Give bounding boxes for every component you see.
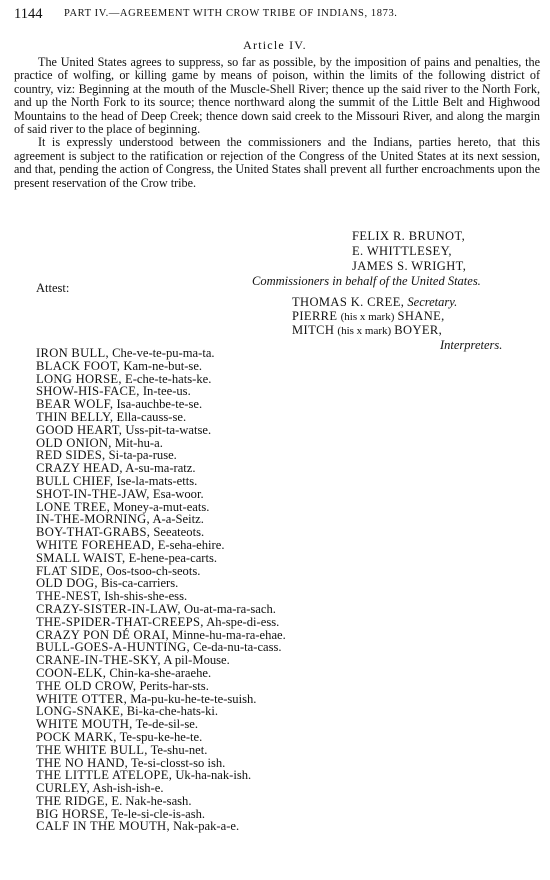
signatory-native-name: E-che-te-hats-ke. [125, 371, 212, 386]
signatory-name: WHITE MOUTH, [36, 717, 133, 732]
signatory-native-name: Ella-causs-se. [116, 409, 187, 424]
signatory-name: LONG HORSE, [36, 371, 122, 386]
signatory-name: BLACK FOOT, [36, 358, 121, 373]
signatory-name: THE-NEST, [36, 589, 102, 604]
signatory-native-name: Uk-ha-nak-ish. [175, 768, 252, 783]
attester-mark: (his x mark) [340, 311, 395, 323]
signatory-name: LONG-SNAKE, [36, 704, 124, 719]
signatory-native-name: Bis-ca-carriers. [101, 576, 179, 591]
signatory-name: CALF IN THE MOUTH, [36, 819, 170, 834]
signatory-name: SHOW-HIS-FACE, [36, 384, 140, 399]
signatory-name: FLAT SIDE, [36, 563, 104, 578]
signatory-name: THE OLD CROW, [36, 678, 137, 693]
page-header [14, 6, 530, 24]
signatory-native-name: Isa-auchbe-te-se. [116, 397, 203, 412]
signatory-native-name: Esa-woor. [152, 486, 204, 501]
signatory-name: CRAZY-SISTER-IN-LAW, [36, 601, 181, 616]
signatory-native-name: Uss-pit-ta-watse. [125, 422, 212, 437]
signatory-native-name: Nak-pak-a-e. [173, 819, 240, 834]
signatory-name: WHITE FOREHEAD, [36, 537, 155, 552]
signatory-native-name: Perits-har-sts. [139, 678, 209, 693]
signatory-name: IRON BULL, [36, 346, 109, 360]
signatory-name: CRAZY PON DÉ ORAI, [36, 627, 169, 642]
commissioner-name: FELIX R. BRUNOT, [352, 229, 466, 243]
article-title: Article IV. [243, 38, 307, 52]
signatory-native-name: Chin-ka-she-araehe. [109, 665, 212, 680]
signatory-native-name: E. Nak-he-sash. [111, 793, 192, 808]
signatory-name: BOY-THAT-GRABS, [36, 525, 151, 540]
signatory-native-name: Te-si-closst-so ish. [131, 755, 226, 770]
signatory-name: OLD ONION, [36, 435, 112, 450]
signatory-native-name: E-seha-ehire. [157, 537, 225, 552]
signatory-name: BIG HORSE, [36, 806, 109, 821]
signatory-name: LONE TREE, [36, 499, 111, 514]
page-number: 1144 [14, 6, 43, 22]
signatory-native-name: Ise-la-mats-etts. [116, 473, 198, 488]
attest-label: Attest: [36, 281, 70, 295]
signatory-name: CRAZY HEAD, [36, 461, 123, 476]
signatory-name: IN-THE-MORNING, [36, 512, 150, 527]
signatory-native-name: E-hene-pea-carts. [128, 550, 218, 565]
signatory-native-name: A-a-Seitz. [152, 512, 204, 527]
paragraph: The United States agrees to suppress, so far as possible, by the imposition of pains and penalties, the practice of wolfing, or killing game by means of poison, within the limits of the following district of country, viz: Beginning at the mouth of the Muscle-Shell River; thence up the said river to the North Fork, and up the North Fork to its source; thence northward along the summit of the Little Belt and Highwood Mountains to the head of Deep Creek; thence down said creek to the Missouri River, and along the margin of said river to the place of beginning. [14, 55, 540, 137]
signatory-native-name: Te-de-sil-se. [135, 717, 198, 732]
attester-role: Secretary. [407, 295, 458, 309]
signatory-name: BULL-GOES-A-HUNTING, [36, 640, 190, 655]
signatory-name: THE NO HAND, [36, 755, 129, 770]
signatory-name: SHOT-IN-THE-JAW, [36, 486, 150, 501]
attester-boyer [292, 323, 442, 338]
signatory-native-name: Ce-da-nu-ta-cass. [193, 640, 282, 655]
signatory-name: CRANE-IN-THE-SKY, [36, 653, 161, 668]
signatory-native-name: Bi-ka-che-hats-ki. [126, 704, 219, 719]
signatory-name: POCK MARK, [36, 729, 117, 744]
commissioners-caption: Commissioners in behalf of the United States. [252, 274, 481, 288]
signatory-name: GOOD HEART, [36, 422, 123, 437]
signatory-native-name: Kam-ne-but-se. [123, 358, 203, 373]
signatory-name: RED SIDES, [36, 448, 106, 463]
attester-last-name: BOYER, [394, 323, 443, 337]
signatory-name: BULL CHIEF, [36, 473, 114, 488]
signatory-native-name: Ou-at-ma-ra-sach. [183, 601, 276, 616]
signatory-native-name: Seeateots. [153, 525, 205, 540]
signatory-native-name: In-tee-us. [142, 384, 191, 399]
signatory-name: SMALL WAIST, [36, 550, 126, 565]
signatory-name: THIN BELLY, [36, 409, 114, 424]
signatory-native-name: Ah-spe-di-ess. [206, 614, 280, 629]
signatory-name: THE-SPIDER-THAT-CREEPS, [36, 614, 204, 629]
signatory-name: THE RIDGE, [36, 793, 109, 808]
signatory-name: CURLEY, [36, 781, 90, 796]
attester-first-name: PIERRE [292, 309, 338, 323]
signatory-native-name: Te-shu-net. [150, 742, 208, 757]
commissioner-name: JAMES S. WRIGHT, [352, 259, 467, 273]
signatory-native-name: Ish-shis-she-ess. [104, 589, 188, 604]
attester-name: THOMAS K. CREE, [292, 295, 405, 309]
signatory-native-name: Ash-ish-ish-e. [92, 781, 164, 796]
signatory-native-name: A pil-Mouse. [163, 653, 230, 668]
attester-mark: (his x mark) [337, 325, 392, 337]
paragraph: It is expressly understood between the commissioners and the Indians, parties hereto, that this agreement is subject to the ratification or rejection of the Congress of the United States at its next session, and that, pending the action of Congress, the United States shall prevent all further encroachments upon the present reservation of the Crow tribe. [14, 135, 540, 190]
signatory-native-name: Si-ta-pa-ruse. [108, 448, 177, 463]
signatory-native-name: Minne-hu-ma-ra-ehae. [172, 627, 286, 642]
signatory-native-name: Oos-tsoo-ch-seots. [106, 563, 201, 578]
signatory-name: THE LITTLE ATELOPE, [36, 768, 173, 783]
running-head: PART IV.—AGREEMENT WITH CROW TRIBE OF INDIANS, 1873. [64, 8, 398, 19]
attester-shane [292, 309, 445, 324]
signatory-name: BEAR WOLF, [36, 397, 114, 412]
signatory-list [36, 347, 286, 833]
attester-cree [292, 295, 457, 310]
signatory-native-name: Te-le-si-cle-is-ash. [111, 806, 206, 821]
signatory-native-name: Money-a-mut-eats. [113, 499, 210, 514]
signatory-row [36, 820, 286, 833]
signatory-native-name: Ma-pu-ku-he-te-te-suish. [130, 691, 257, 706]
interpreters-caption: Interpreters. [440, 338, 503, 352]
commissioner-name: E. WHITTLESEY, [352, 244, 452, 258]
article-body [14, 56, 540, 190]
signatory-native-name: Te-spu-ke-he-te. [119, 729, 203, 744]
signatory-name: WHITE OTTER, [36, 691, 128, 706]
signatory-native-name: Mit-hu-a. [114, 435, 163, 450]
attester-last-name: SHANE, [397, 309, 445, 323]
signatory-native-name: A-su-ma-ratz. [125, 461, 196, 476]
attester-first-name: MITCH [292, 323, 335, 337]
signatory-name: COON-ELK, [36, 665, 107, 680]
signatory-name: THE WHITE BULL, [36, 742, 148, 757]
signatory-native-name: Che-ve-te-pu-ma-ta. [112, 346, 215, 360]
signatory-name: OLD DOG, [36, 576, 98, 591]
